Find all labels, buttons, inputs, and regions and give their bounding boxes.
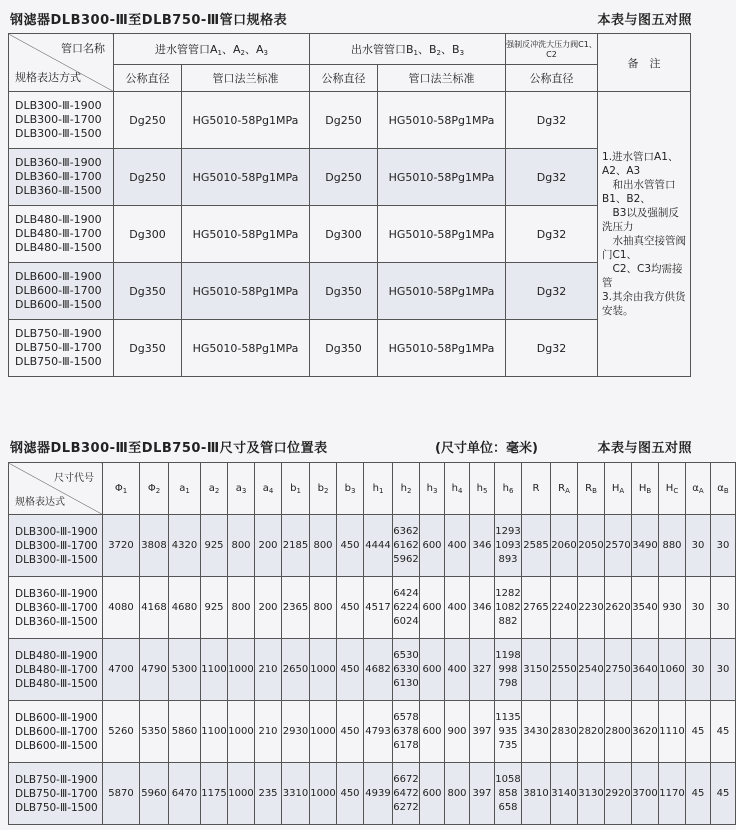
dimension-value-cell: 3810 (522, 763, 551, 825)
outlet-flange-cell: HG5010-58Pg1MPa (378, 206, 506, 263)
dimension-value-line: 6162 (393, 539, 419, 551)
spec-cell (9, 515, 103, 577)
dimension-value-cell: 2570 (605, 515, 632, 577)
dimension-value-cell: 4790 (140, 639, 169, 701)
dimension-value-cell: 3540 (632, 577, 659, 639)
valve-nominal-diameter-header: 公称直径 (506, 65, 598, 92)
remarks-line: 1.进水管口A1、A2、A3 (602, 151, 679, 177)
dimension-value-line: 6424 (393, 587, 419, 599)
dimension-column-header: $a_1$ (169, 463, 201, 515)
dimension-column-header: $b_2$ (310, 463, 337, 515)
spec-line: DLB600-Ⅲ-1700 (15, 725, 98, 738)
dimension-value-line: 6530 (393, 649, 419, 661)
dimension-column-header: $\Phi_2$ (140, 463, 169, 515)
inlet-flange-cell: HG5010-58Pg1MPa (182, 320, 310, 377)
outlet-diameter-cell: Dg300 (310, 206, 378, 263)
dimension-value-line: 1293 (495, 525, 521, 537)
spec-line: DLB300-Ⅲ-1900 (15, 525, 98, 538)
dimension-value-cell: 30 (686, 639, 711, 701)
dimension-value-cell: 397 (470, 763, 495, 825)
dimension-value-cell: 346 (470, 577, 495, 639)
dimension-value-cell: 1100 (201, 701, 228, 763)
outlet-diameter-cell: Dg250 (310, 149, 378, 206)
inlet-nominal-diameter-header: 公称直径 (114, 65, 182, 92)
dimension-value-cell: 600 (420, 763, 445, 825)
dimension-column-header: $h_1$ (364, 463, 393, 515)
dimension-value-cell: 5860 (169, 701, 201, 763)
dimension-value-line: 6378 (393, 725, 419, 737)
spec-line: DLB480-Ⅲ-1700 (15, 663, 98, 676)
dimension-value-line: 1198 (495, 649, 521, 661)
dimension-value-cell: 600 (420, 639, 445, 701)
dimension-column-header: $\alpha_B$ (711, 463, 736, 515)
spec-line: DLB750-Ⅲ-1700 (15, 341, 102, 354)
dimension-value-cell (393, 577, 420, 639)
dimension-value-cell: 450 (337, 701, 364, 763)
dimension-column-header: $\Phi_1$ (103, 463, 140, 515)
dimension-value-line: 858 (498, 787, 518, 799)
spec-line: DLB600-Ⅲ-1700 (15, 284, 102, 297)
dimension-value-cell: 30 (686, 515, 711, 577)
spec-line: DLB600-Ⅲ-1900 (15, 711, 98, 724)
dimension-value-cell: 925 (201, 515, 228, 577)
dimension-value-cell: 3430 (522, 701, 551, 763)
dimension-value-cell: 925 (201, 577, 228, 639)
dimension-value-cell: 2365 (282, 577, 310, 639)
dimension-value-cell: 346 (470, 515, 495, 577)
dimension-column-header: $R_B$ (578, 463, 605, 515)
dimension-value-cell: 3808 (140, 515, 169, 577)
dimension-value-cell: 3620 (632, 701, 659, 763)
spec-line: DLB300-Ⅲ-1500 (15, 127, 102, 140)
dimension-value-line: 1282 (495, 587, 521, 599)
outlet-flange-cell: HG5010-58Pg1MPa (378, 320, 506, 377)
dimension-value-cell: 450 (337, 577, 364, 639)
spec-line: DLB600-Ⅲ-1500 (15, 298, 102, 311)
remarks-line: B3以及强制反洗压力 (602, 207, 679, 233)
dimension-value-cell: 2185 (282, 515, 310, 577)
dimension-value-cell: 2765 (522, 577, 551, 639)
spec-cell (9, 701, 103, 763)
dimension-value-cell: 600 (420, 577, 445, 639)
dimension-value-cell: 930 (659, 577, 686, 639)
spec-cell (9, 763, 103, 825)
spec-line: DLB480-Ⅲ-1900 (15, 213, 102, 226)
dimension-value-cell: 4939 (364, 763, 393, 825)
outlet-diameter-cell: Dg350 (310, 263, 378, 320)
spec-cell (9, 92, 114, 149)
dimension-value-cell: 2230 (578, 577, 605, 639)
dimension-value-cell: 600 (420, 701, 445, 763)
spec-line: DLB360-Ⅲ-1500 (15, 615, 98, 628)
dimension-value-cell: 2240 (551, 577, 578, 639)
spec-line: DLB750-Ⅲ-1900 (15, 773, 98, 786)
dimension-value-cell: 880 (659, 515, 686, 577)
dimension-column-header: $a_3$ (228, 463, 255, 515)
dimension-value-cell: 2800 (605, 701, 632, 763)
spec-line: DLB480-Ⅲ-1500 (15, 677, 98, 690)
dimension-value-cell: 1170 (659, 763, 686, 825)
spec-line: DLB300-Ⅲ-1700 (15, 113, 102, 126)
dimension-value-cell (393, 515, 420, 577)
dimension-value-line: 6472 (393, 787, 419, 799)
outlet-diameter-cell: Dg350 (310, 320, 378, 377)
dimension-value-line: 1082 (495, 601, 521, 613)
table-row (9, 206, 691, 263)
spec-line: DLB360-Ⅲ-1700 (15, 170, 102, 183)
dimension-value-line: 658 (498, 801, 518, 813)
dimension-value-cell (495, 639, 522, 701)
valve-diameter-cell: Dg32 (506, 206, 598, 263)
dimension-value-cell: 397 (470, 701, 495, 763)
dimension-value-line: 798 (498, 677, 518, 689)
dimension-column-header: $b_1$ (282, 463, 310, 515)
inlet-flange-standard-header: 管口法兰标准 (182, 65, 310, 92)
table-row (9, 515, 736, 577)
spec-expression-label: 规格表达式 (15, 497, 65, 508)
dimension-value-cell: 1060 (659, 639, 686, 701)
spec-line: DLB360-Ⅲ-1900 (15, 156, 102, 169)
outlet-group-header: 出水管管口$B_1$、$B_2$、$B_3$ (310, 34, 506, 65)
dimension-value-cell: 327 (470, 639, 495, 701)
dimension-value-line: 6272 (393, 801, 419, 813)
outlet-diameter-cell: Dg250 (310, 92, 378, 149)
inlet-flange-cell: HG5010-58Pg1MPa (182, 263, 310, 320)
inlet-diameter-cell: Dg350 (114, 320, 182, 377)
outlet-flange-cell: HG5010-58Pg1MPa (378, 263, 506, 320)
spec-line: DLB300-Ⅲ-1900 (15, 99, 102, 112)
table2-corner-header (9, 463, 103, 515)
dimension-value-line: 6224 (393, 601, 419, 613)
spec-line: DLB480-Ⅲ-1500 (15, 241, 102, 254)
dimension-value-cell: 1000 (228, 639, 255, 701)
dimension-value-cell: 1000 (228, 701, 255, 763)
dimension-value-cell (495, 515, 522, 577)
outlet-flange-standard-header: 管口法兰标准 (378, 65, 506, 92)
dimension-column-header: $h_2$ (393, 463, 420, 515)
dimension-value-cell: 4682 (364, 639, 393, 701)
spec-line: DLB480-Ⅲ-1700 (15, 227, 102, 240)
dimension-value-cell: 6470 (169, 763, 201, 825)
dimension-code-label: 尺寸代号 (54, 473, 94, 484)
valve-group-header: 强制反冲洗大压力阀C1、C2 (506, 34, 598, 65)
pipe-spec-table (8, 33, 691, 377)
spec-line: DLB750-Ⅲ-1500 (15, 801, 98, 814)
dimension-value-cell: 3130 (578, 763, 605, 825)
dimension-value-line: 893 (498, 553, 518, 565)
dimension-value-cell: 800 (310, 577, 337, 639)
table-row (9, 263, 691, 320)
spec-line: DLB300-Ⅲ-1700 (15, 539, 98, 552)
dimension-value-cell: 800 (310, 515, 337, 577)
dimension-value-cell: 4444 (364, 515, 393, 577)
dimension-value-cell: 1175 (201, 763, 228, 825)
dimension-column-header: R (522, 463, 551, 515)
dimension-value-line: 5962 (393, 553, 419, 565)
dimension-value-cell: 210 (255, 701, 282, 763)
spec-line: DLB300-Ⅲ-1500 (15, 553, 98, 566)
dimension-value-cell: 1100 (201, 639, 228, 701)
spec-line: DLB360-Ⅲ-1500 (15, 184, 102, 197)
valve-diameter-cell: Dg32 (506, 92, 598, 149)
dimension-value-cell: 2830 (551, 701, 578, 763)
dimension-value-cell (393, 763, 420, 825)
dimension-value-cell: 3700 (632, 763, 659, 825)
dimension-column-header: $h_5$ (470, 463, 495, 515)
spec-line: DLB600-Ⅲ-1500 (15, 739, 98, 752)
valve-diameter-cell: Dg32 (506, 320, 598, 377)
dimension-value-cell: 30 (686, 577, 711, 639)
dimension-value-cell: 210 (255, 639, 282, 701)
dimension-value-cell: 5870 (103, 763, 140, 825)
dimension-value-cell: 5350 (140, 701, 169, 763)
dimension-value-cell: 400 (445, 515, 470, 577)
dimension-value-cell: 5300 (169, 639, 201, 701)
remarks-cell (598, 92, 691, 377)
dimension-column-header: $a_4$ (255, 463, 282, 515)
table1-corner-header (9, 34, 114, 92)
valve-diameter-cell: Dg32 (506, 263, 598, 320)
inlet-flange-cell: HG5010-58Pg1MPa (182, 149, 310, 206)
table-row (9, 320, 691, 377)
dimension-value-cell: 30 (711, 515, 736, 577)
dimension-value-cell (393, 639, 420, 701)
dimension-value-cell: 1000 (310, 763, 337, 825)
inlet-flange-cell: HG5010-58Pg1MPa (182, 206, 310, 263)
table-row (9, 149, 691, 206)
dimension-value-cell: 2930 (282, 701, 310, 763)
dimension-value-cell: 2920 (605, 763, 632, 825)
dimension-value-cell: 1000 (310, 639, 337, 701)
inlet-diameter-cell: Dg250 (114, 149, 182, 206)
dimension-value-line: 1093 (495, 539, 521, 551)
inlet-diameter-cell: Dg350 (114, 263, 182, 320)
dimension-value-line: 6130 (393, 677, 419, 689)
remarks-line: 水抽真空接管阀门C1、 (602, 235, 687, 261)
table1-title: 钢滤器DLB300-Ⅲ至DLB750-Ⅲ管口规格表 (10, 13, 288, 28)
dimension-value-cell: 600 (420, 515, 445, 577)
dimension-value-cell: 3720 (103, 515, 140, 577)
dimension-value-cell (393, 701, 420, 763)
table-row (9, 763, 736, 825)
spec-line: DLB360-Ⅲ-1900 (15, 587, 98, 600)
dimension-value-cell: 45 (711, 763, 736, 825)
spec-cell (9, 320, 114, 377)
dimension-value-cell: 200 (255, 515, 282, 577)
dimension-value-cell: 4080 (103, 577, 140, 639)
dimension-value-cell: 1110 (659, 701, 686, 763)
spec-line: DLB750-Ⅲ-1700 (15, 787, 98, 800)
dimension-column-header: $H_A$ (605, 463, 632, 515)
dimension-column-header: $h_3$ (420, 463, 445, 515)
dimension-value-cell: 3490 (632, 515, 659, 577)
dimension-value-cell: 2585 (522, 515, 551, 577)
dimension-value-line: 6024 (393, 615, 419, 627)
dimension-value-cell: 900 (445, 701, 470, 763)
dimension-value-line: 935 (498, 725, 518, 737)
dimension-value-cell: 4320 (169, 515, 201, 577)
dimension-value-cell: 2620 (605, 577, 632, 639)
dimension-column-header: $a_2$ (201, 463, 228, 515)
dimension-value-cell: 3310 (282, 763, 310, 825)
dimension-value-cell: 4700 (103, 639, 140, 701)
inlet-diameter-cell: Dg250 (114, 92, 182, 149)
dimension-column-header: $h_4$ (445, 463, 470, 515)
table-row (9, 92, 691, 149)
dimension-value-line: 6362 (393, 525, 419, 537)
dimension-column-header: $H_B$ (632, 463, 659, 515)
dimension-value-cell: 4680 (169, 577, 201, 639)
table2-title-row (10, 437, 692, 456)
dimension-value-cell: 400 (445, 639, 470, 701)
dimension-value-cell: 2550 (551, 639, 578, 701)
dimension-value-cell: 45 (711, 701, 736, 763)
dimension-value-cell: 400 (445, 577, 470, 639)
dimension-value-cell: 450 (337, 763, 364, 825)
pipe-name-label: 管口名称 (61, 42, 105, 55)
spec-line: DLB750-Ⅲ-1500 (15, 355, 102, 368)
spec-line: DLB480-Ⅲ-1900 (15, 649, 98, 662)
dimension-value-cell: 200 (255, 577, 282, 639)
dimension-column-header: $H_C$ (659, 463, 686, 515)
dimension-value-cell: 3640 (632, 639, 659, 701)
valve-diameter-cell: Dg32 (506, 149, 598, 206)
table-row (9, 639, 736, 701)
dimension-value-cell: 2060 (551, 515, 578, 577)
spec-line: DLB360-Ⅲ-1700 (15, 601, 98, 614)
dimension-column-header: $b_3$ (337, 463, 364, 515)
spec-cell (9, 263, 114, 320)
spec-cell (9, 206, 114, 263)
dimension-column-header: $\alpha_A$ (686, 463, 711, 515)
table-row (9, 701, 736, 763)
dimension-value-cell: 800 (228, 515, 255, 577)
spec-cell (9, 639, 103, 701)
dimension-value-cell (495, 701, 522, 763)
inlet-group-header: 进水管管口$A_1$、$A_2$、$A_3$ (114, 34, 310, 65)
dimension-value-cell: 4517 (364, 577, 393, 639)
dimension-value-line: 6178 (393, 739, 419, 751)
dimension-value-cell: 30 (711, 577, 736, 639)
dimension-value-cell: 2820 (578, 701, 605, 763)
dimension-value-cell (495, 577, 522, 639)
remarks-line: C2、C3均需接管 (602, 263, 683, 289)
spec-cell (9, 577, 103, 639)
outlet-flange-cell: HG5010-58Pg1MPa (378, 92, 506, 149)
dimension-value-cell: 4168 (140, 577, 169, 639)
spec-line: DLB600-Ⅲ-1900 (15, 270, 102, 283)
dimension-value-line: 6672 (393, 773, 419, 785)
table2-title: 钢滤器DLB300-Ⅲ至DLB750-Ⅲ尺寸及管口位置表 (10, 441, 328, 456)
dimension-value-cell: 800 (445, 763, 470, 825)
dimension-value-cell: 450 (337, 515, 364, 577)
dimension-value-cell: 2050 (578, 515, 605, 577)
spec-expression-label: 规格表达方式 (15, 71, 81, 84)
dimension-value-line: 998 (498, 663, 518, 675)
outlet-flange-cell: HG5010-58Pg1MPa (378, 149, 506, 206)
dimension-value-cell: 4793 (364, 701, 393, 763)
dimension-value-line: 735 (498, 739, 518, 751)
dimension-value-line: 1058 (495, 773, 521, 785)
outlet-nominal-diameter-header: 公称直径 (310, 65, 378, 92)
dimension-value-cell: 450 (337, 639, 364, 701)
dimension-value-cell: 2750 (605, 639, 632, 701)
dimension-value-cell: 45 (686, 763, 711, 825)
dimension-value-cell (495, 763, 522, 825)
dimension-value-line: 1135 (495, 711, 521, 723)
table2-reference-note: 本表与图五对照 (597, 441, 692, 456)
spec-line: DLB750-Ⅲ-1900 (15, 327, 102, 340)
dimension-value-cell: 3140 (551, 763, 578, 825)
dimension-value-cell: 1000 (310, 701, 337, 763)
inlet-diameter-cell: Dg300 (114, 206, 182, 263)
dimension-value-cell: 800 (228, 577, 255, 639)
table1-title-row (10, 9, 692, 28)
remarks-header: 备 注 (598, 34, 691, 92)
dimension-value-cell: 5960 (140, 763, 169, 825)
dimension-value-line: 6578 (393, 711, 419, 723)
dimension-value-cell: 5260 (103, 701, 140, 763)
dimension-value-cell: 30 (711, 639, 736, 701)
dimension-value-line: 6330 (393, 663, 419, 675)
dimension-table (8, 462, 736, 825)
dimension-column-header: $R_A$ (551, 463, 578, 515)
dimension-value-cell: 235 (255, 763, 282, 825)
dimension-value-cell: 45 (686, 701, 711, 763)
dimension-column-header: $h_6$ (495, 463, 522, 515)
table-row (9, 577, 736, 639)
remarks-line: 和出水管管口B1、B2、 (602, 179, 676, 205)
remarks-line: 3.其余由我方供货安装。 (602, 291, 686, 317)
table1-reference-note: 本表与图五对照 (597, 13, 692, 28)
dimension-value-cell: 2650 (282, 639, 310, 701)
unit-note: (尺寸单位：毫米) (435, 441, 538, 456)
inlet-flange-cell: HG5010-58Pg1MPa (182, 92, 310, 149)
dimension-value-cell: 1000 (228, 763, 255, 825)
dimension-value-line: 882 (498, 615, 518, 627)
dimension-value-cell: 2540 (578, 639, 605, 701)
dimension-value-cell: 3150 (522, 639, 551, 701)
spec-cell (9, 149, 114, 206)
